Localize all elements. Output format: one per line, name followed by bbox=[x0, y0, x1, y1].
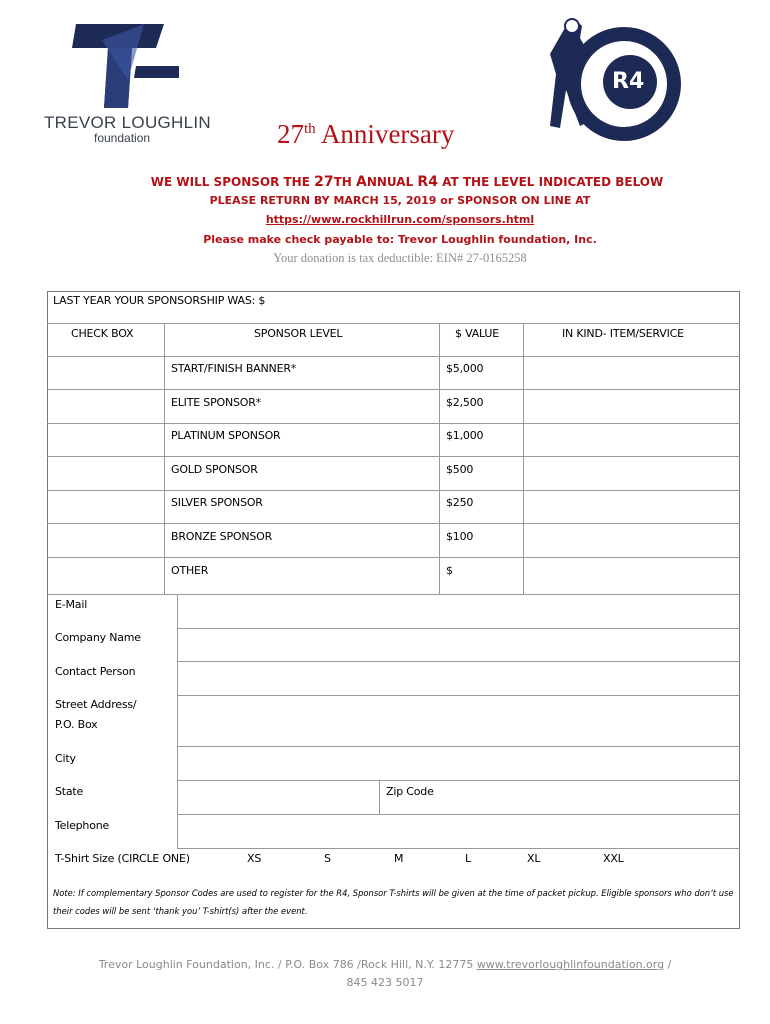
check-box[interactable] bbox=[48, 424, 164, 456]
street-field[interactable] bbox=[178, 696, 739, 746]
contact-label: Contact Person bbox=[55, 665, 136, 678]
zip-label: Zip Code bbox=[386, 785, 434, 798]
size-option[interactable]: XXL bbox=[603, 852, 624, 865]
tax-note: Your donation is tax deductible: EIN# 27-0165258 bbox=[273, 251, 527, 265]
zip-field[interactable] bbox=[380, 781, 739, 814]
r4-badge: R4 bbox=[612, 69, 645, 94]
pobox-label: P.O. Box bbox=[55, 718, 98, 731]
check-box[interactable] bbox=[48, 558, 164, 594]
size-option[interactable]: L bbox=[465, 852, 471, 865]
check-box[interactable] bbox=[48, 491, 164, 523]
level-value: $5,000 bbox=[446, 362, 484, 375]
return-deadline: PLEASE RETURN BY MARCH 15, 2019 or SPONSOR ON LINE AT bbox=[209, 194, 591, 207]
col-value: $ VALUE bbox=[455, 327, 500, 340]
check-box[interactable] bbox=[48, 357, 164, 389]
col-check-box: CHECK BOX bbox=[71, 327, 134, 340]
email-field[interactable] bbox=[178, 595, 739, 628]
level-value: $1,000 bbox=[446, 429, 484, 442]
anniversary-title: 27th Anniversary bbox=[277, 119, 455, 149]
size-option[interactable]: XS bbox=[247, 852, 262, 865]
level-value: $2,500 bbox=[446, 396, 484, 409]
last-year-label: LAST YEAR YOUR SPONSORSHIP WAS: $ bbox=[53, 294, 266, 307]
city-label: City bbox=[55, 752, 76, 765]
company-field[interactable] bbox=[178, 629, 739, 661]
size-option[interactable]: S bbox=[324, 852, 331, 865]
col-sponsor-level: SPONSOR LEVEL bbox=[254, 327, 343, 340]
level-name: OTHER bbox=[171, 564, 209, 577]
company-label: Company Name bbox=[55, 631, 141, 644]
logo-name: TREVOR LOUGHLIN bbox=[44, 113, 211, 132]
level-name: GOLD SPONSOR bbox=[171, 463, 258, 476]
footer-address: Trevor Loughlin Foundation, Inc. / P.O. Box 786 /Rock Hill, N.Y. 12775 bbox=[98, 958, 477, 971]
size-option[interactable]: XL bbox=[527, 852, 541, 865]
contact-field[interactable] bbox=[178, 662, 739, 695]
logo-sub: foundation bbox=[94, 131, 151, 145]
state-label: State bbox=[55, 785, 84, 798]
payable-note: Please make check payable to: Trevor Loughlin foundation, Inc. bbox=[203, 233, 597, 246]
street-label: Street Address/ bbox=[55, 698, 137, 711]
level-value: $500 bbox=[446, 463, 474, 476]
city-field[interactable] bbox=[178, 747, 739, 780]
check-box[interactable] bbox=[48, 390, 164, 423]
sponsor-heading: WE WILL SPONSOR THE 27TH ANNUAL R4 AT THE LEVEL INDICATED BELOW bbox=[150, 174, 664, 190]
tshirt-note: Note: If complementary Sponsor Codes are used to register for the R4, Sponsor T-shirts will be given at the time of packet pickup. Eligible sponsors who don’t use their codes will be sent ‘thank you’ T-shirt(s) after the event. bbox=[53, 888, 734, 916]
level-name: SILVER SPONSOR bbox=[171, 496, 263, 509]
footer-website-link[interactable]: www.trevorloughlinfoundation.org bbox=[476, 958, 665, 971]
telephone-field[interactable] bbox=[178, 815, 739, 848]
col-in-kind: IN KIND- ITEM/SERVICE bbox=[562, 327, 684, 340]
level-name: START/FINISH BANNER* bbox=[171, 362, 297, 375]
level-value: $250 bbox=[446, 496, 474, 509]
size-option[interactable]: M bbox=[394, 852, 404, 865]
level-value: $ bbox=[446, 564, 453, 577]
level-name: ELITE SPONSOR* bbox=[171, 396, 261, 409]
level-name: PLATINUM SPONSOR bbox=[171, 429, 281, 442]
email-label: E-Mail bbox=[55, 598, 88, 611]
footer: Trevor Loughlin Foundation, Inc. / P.O. Box 786 /Rock Hill, N.Y. 12775 www.trevorloughlinfoundation.org / 845 423 5017 bbox=[0, 956, 770, 992]
check-box[interactable] bbox=[48, 524, 164, 557]
level-name: BRONZE SPONSOR bbox=[171, 530, 273, 543]
check-box[interactable] bbox=[48, 457, 164, 490]
level-value: $100 bbox=[446, 530, 474, 543]
footer-phone: 845 423 5017 bbox=[346, 976, 424, 989]
state-field[interactable] bbox=[178, 781, 379, 814]
tshirt-label: T-Shirt Size (CIRCLE ONE) bbox=[55, 852, 190, 865]
telephone-label: Telephone bbox=[55, 819, 110, 832]
sponsor-url-link[interactable]: https://www.rockhillrun.com/sponsors.html bbox=[265, 213, 535, 226]
